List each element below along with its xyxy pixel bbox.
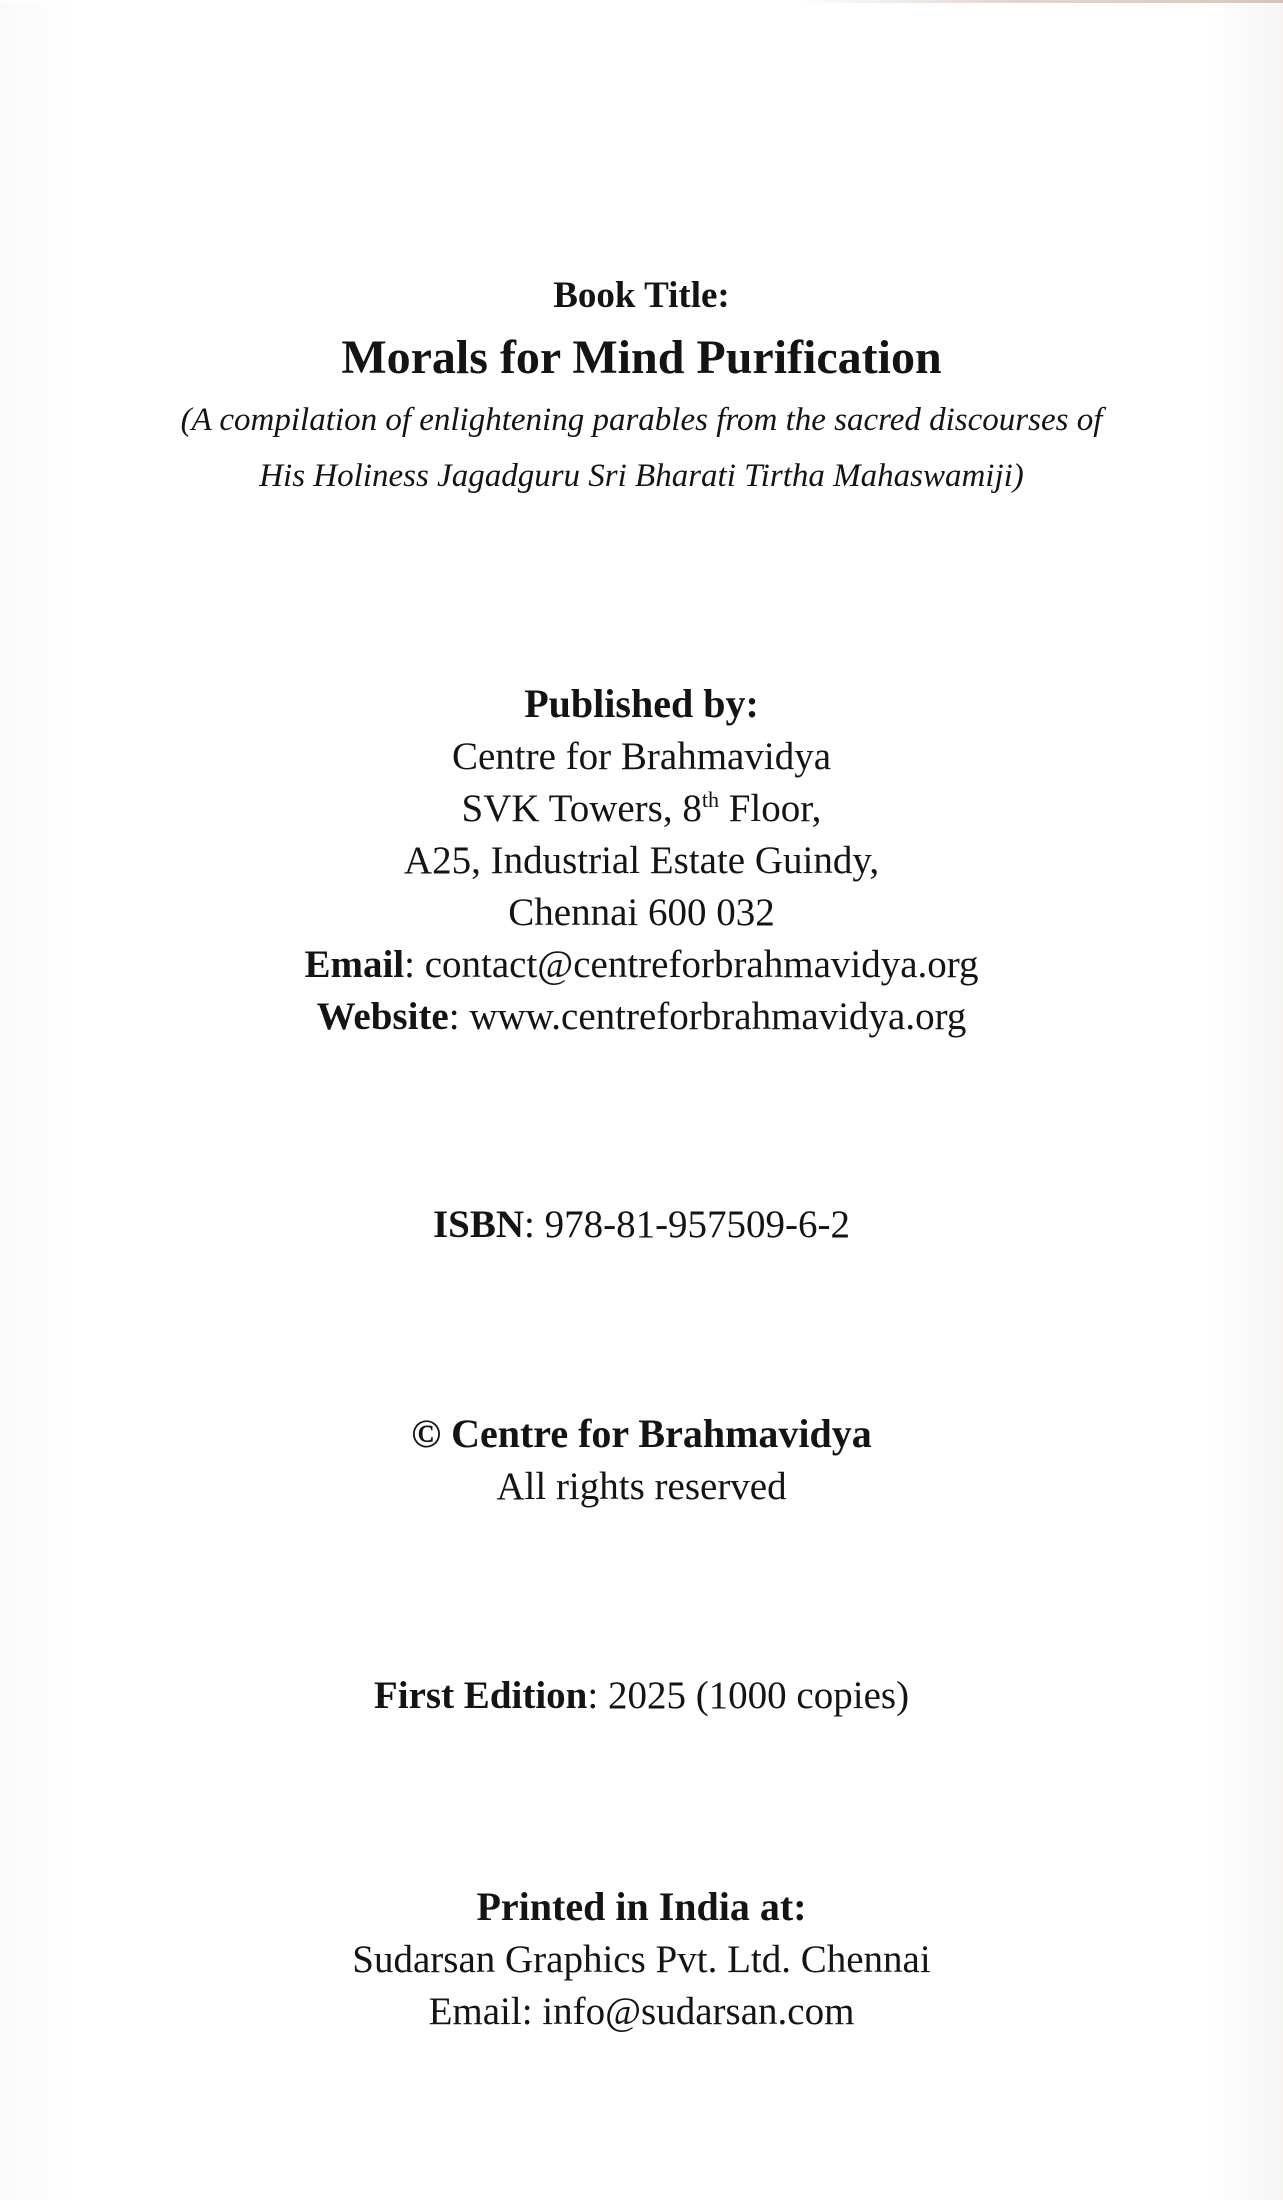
publisher-website-value: : www.centreforbrahmavidya.org [448, 995, 967, 1038]
edition-block [0, 1670, 1283, 1722]
printer-name: Sudarsan Graphics Pvt. Ltd. Chennai [352, 1938, 931, 1981]
page-top-edge [0, 0, 1283, 3]
book-title-label: Book Title: [553, 275, 730, 316]
isbn-line [0, 1199, 1283, 1251]
edition-label: First Edition [373, 1674, 588, 1717]
isbn-label: ISBN [432, 1203, 524, 1246]
printer-block [0, 1880, 1283, 2038]
book-title-block [0, 272, 1283, 504]
publisher-website [0, 991, 1283, 1043]
publisher-address-line-3: Chennai 600 032 [508, 891, 775, 934]
publisher-email-value: : contact@centreforbrahmavidya.org [404, 943, 979, 986]
address-line-1-ordinal: th [701, 787, 719, 812]
edition-line [0, 1670, 1283, 1722]
publisher-website-label: Website [316, 995, 449, 1038]
edition-value: : 2025 (1000 copies) [587, 1674, 910, 1717]
publisher-block [0, 677, 1283, 1043]
address-line-1-main: SVK Towers, 8 [461, 787, 702, 830]
publisher-address-line-1 [0, 783, 1283, 835]
printer-email: Email: info@sudarsan.com [428, 1990, 855, 2033]
rights-reserved: All rights reserved [496, 1465, 787, 1508]
publisher-email-label: Email [304, 943, 405, 986]
book-subtitle-line-1: (A compilation of enlightening parables from the sacred discourses of [180, 402, 1103, 438]
copyright-block [0, 1407, 1283, 1513]
publisher-name: Centre for Brahmavidya [451, 735, 832, 778]
address-line-1-end: Floor, [718, 787, 822, 830]
printer-heading: Printed in India at: [476, 1884, 807, 1929]
publisher-email [0, 939, 1283, 991]
publisher-address-line-2: A25, Industrial Estate Guindy, [403, 839, 880, 882]
book-subtitle-line-2: His Holiness Jagadguru Sri Bharati Tirtha Mahaswamiji) [259, 458, 1024, 494]
copyright-holder: © Centre for Brahmavidya [411, 1411, 872, 1456]
isbn-value: : 978-81-957509-6-2 [524, 1203, 851, 1246]
publisher-heading: Published by: [524, 681, 759, 726]
book-title: Morals for Mind Purification [341, 331, 942, 384]
isbn-block [0, 1199, 1283, 1251]
